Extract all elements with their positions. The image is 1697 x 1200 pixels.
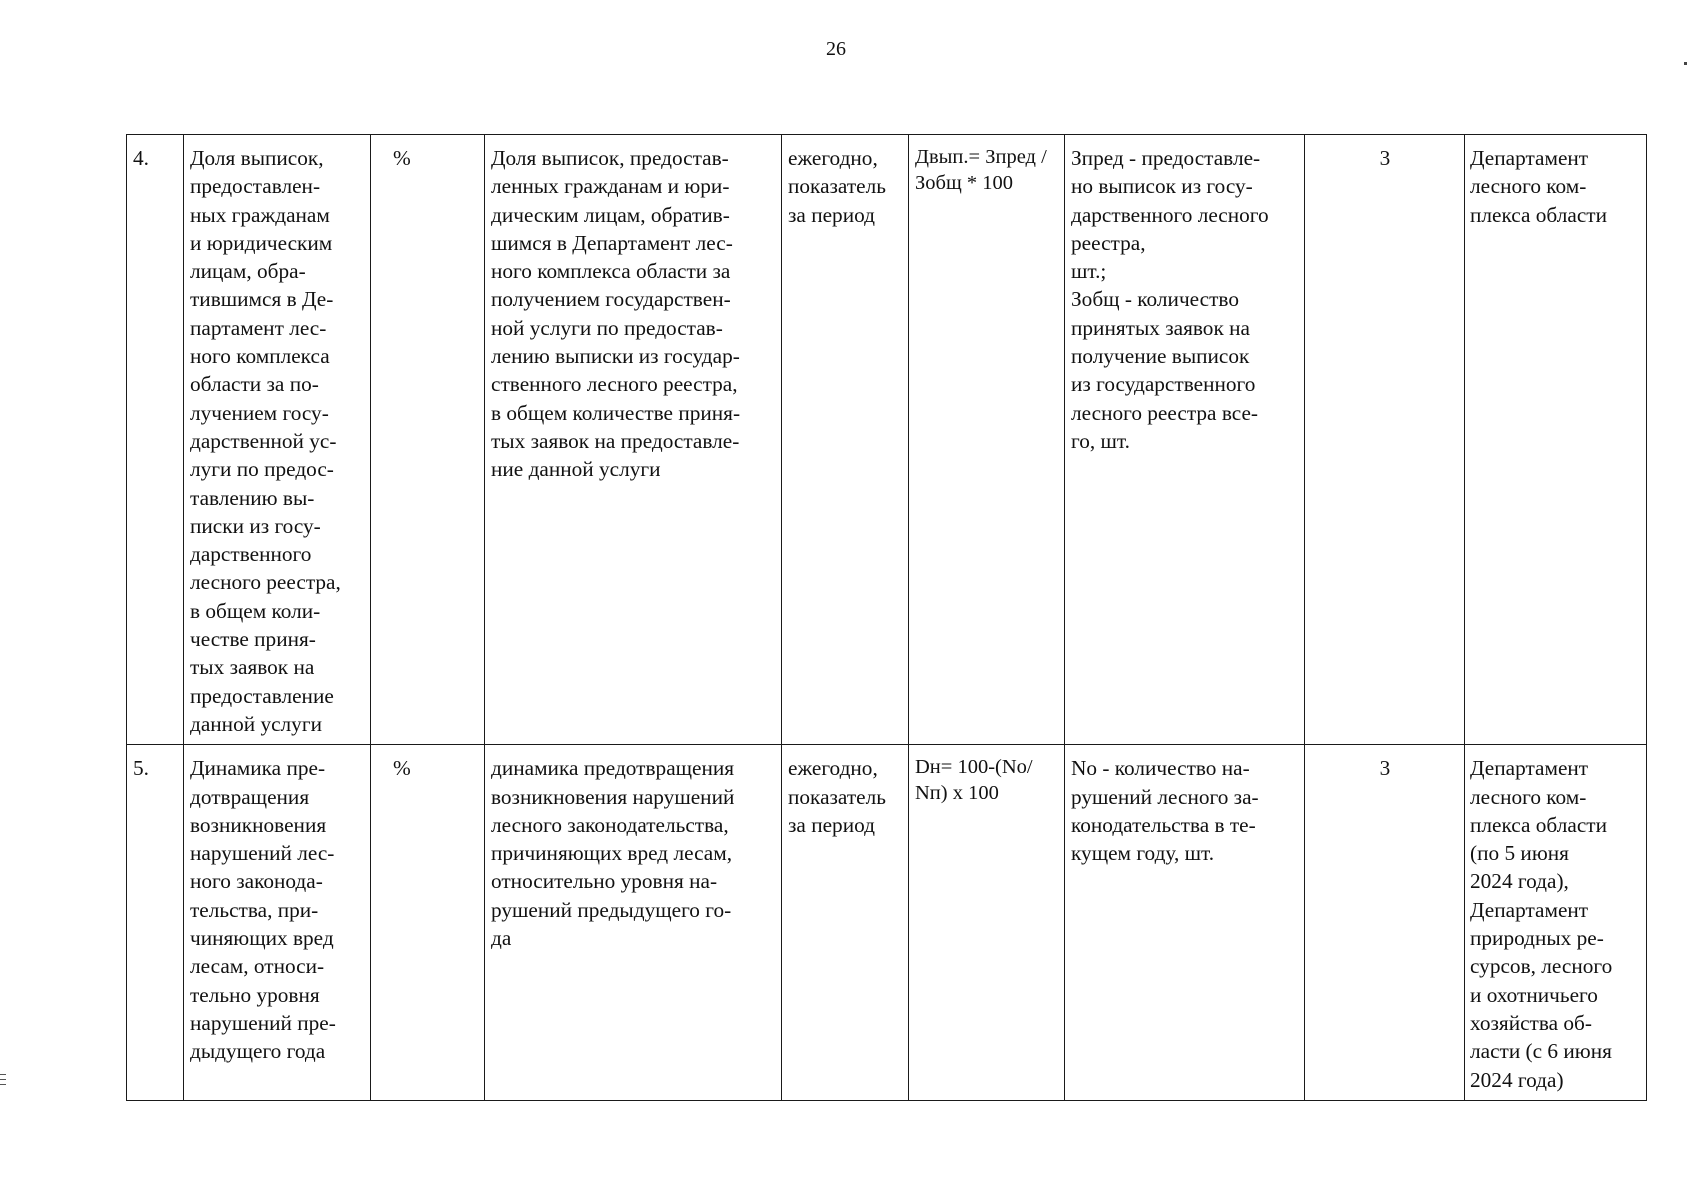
table-row	[127, 745, 1647, 1101]
page-number: 26	[826, 38, 846, 60]
margin-mark	[0, 1079, 6, 1080]
formula-variables: Nо - количество на- рушений лесного за- конодательства в те- кущем году, шт.	[1065, 745, 1305, 1101]
indicator-weight: 3	[1305, 135, 1465, 745]
calculation-formula: Dн= 100-(Nо/ Nп) х 100	[909, 745, 1065, 1101]
unit-of-measure: %	[371, 745, 485, 1101]
indicator-name: Динамика пре- дотвращения возникновения нарушений лес- ного законода- тельства, при- чиняющих вред лесам, относи- тельно уровня нарушений пре- дыдущего года	[184, 745, 371, 1101]
reporting-period: ежегодно, показатель за период	[782, 745, 909, 1101]
row-number: 5.	[127, 745, 184, 1101]
indicator-name: Доля выписок, предоставлен- ных гражданам и юридическим лицам, обра- тившимся в Де- партамент лес- ного комплекса области за по- лучением госу- дарственной ус- луги по предос- тавлению вы- писки из госу- дарственного лесного реестра, в общем коли- честве приня- тых заявок на предоставление данной услуги	[184, 135, 371, 745]
margin-mark	[0, 1084, 6, 1085]
indicators-table	[126, 134, 1647, 1101]
scan-edge-mark	[1684, 62, 1687, 65]
unit-of-measure: %	[371, 135, 485, 745]
indicator-definition: динамика предотвращения возникновения нарушений лесного законодательства, причиняющих вред лесам, относительно уровня на- рушений предыдущего го- да	[485, 745, 782, 1101]
indicator-weight: 3	[1305, 745, 1465, 1101]
margin-mark	[0, 1074, 6, 1075]
calculation-formula: Двып.= Зпред / Зобщ * 100	[909, 135, 1065, 745]
indicator-definition: Доля выписок, предостав- ленных гражданам и юри- дическим лицам, обратив- шимся в Департамент лес- ного комплекса области за получением государствен- ной услуги по предостав- лению выписки из государ- ственного лесного реестра, в общем количестве приня- тых заявок на предоставле- ние данной услуги	[485, 135, 782, 745]
table-row	[127, 135, 1647, 745]
responsible-department: Департамент лесного ком- плекса области (по 5 июня 2024 года), Департамент природных ре- сурсов, лесного и охотничьего хозяйства об- ласти (с 6 июня 2024 года)	[1465, 745, 1647, 1101]
formula-variables: Зпред - предоставле- но выписок из госу- дарственного лесного реестра, шт.; Зобщ - количество принятых заявок на получение выписок из государственного лесного реестра все- го, шт.	[1065, 135, 1305, 745]
row-number: 4.	[127, 135, 184, 745]
margin-marks	[0, 1074, 6, 1096]
responsible-department: Департамент лесного ком- плекса области	[1465, 135, 1647, 745]
reporting-period: ежегодно, показатель за период	[782, 135, 909, 745]
